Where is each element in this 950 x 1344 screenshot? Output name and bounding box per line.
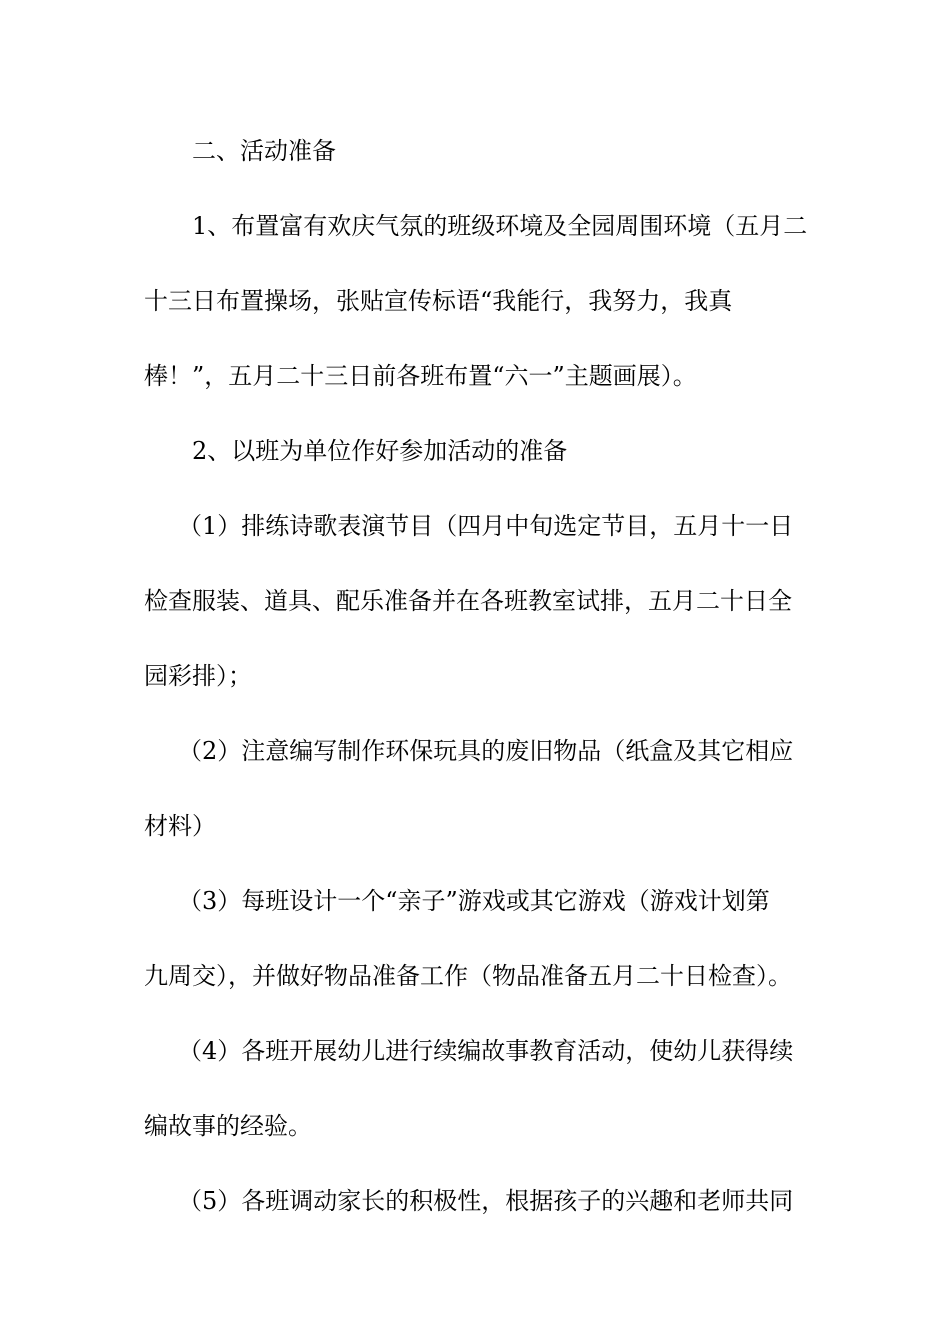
paragraph-line: （5）各班调动家长的积极性，根据孩子的兴趣和老师共同 bbox=[178, 1187, 794, 1215]
paragraph-line: 棒！”，五月二十三日前各班布置“六一”主题画展）。 bbox=[144, 362, 697, 390]
paragraph-line: （3）每班设计一个“亲子”游戏或其它游戏（游戏计划第 bbox=[178, 887, 770, 915]
paragraph-line: （4）各班开展幼儿进行续编故事教育活动，使幼儿获得续 bbox=[178, 1037, 794, 1065]
paragraph-line: 材料） bbox=[144, 812, 216, 840]
section-heading: 二、活动准备 bbox=[192, 137, 336, 165]
paragraph-line: 1、布置富有欢庆气氛的班级环境及全园周围环境（五月二 bbox=[192, 212, 808, 240]
paragraph-line: 2、以班为单位作好参加活动的准备 bbox=[192, 437, 568, 465]
paragraph-line: （2）注意编写制作环保玩具的废旧物品（纸盒及其它相应 bbox=[178, 737, 794, 765]
paragraph-line: 园彩排）； bbox=[144, 662, 252, 690]
paragraph-line: 十三日布置操场，张贴宣传标语“我能行，我努力，我真 bbox=[144, 287, 733, 315]
paragraph-line: 检查服装、道具、配乐准备并在各班教室试排，五月二十日全 bbox=[144, 587, 792, 615]
paragraph-line: （1）排练诗歌表演节目（四月中旬选定节目，五月十一日 bbox=[178, 512, 794, 540]
paragraph-line: 九周交），并做好物品准备工作（物品准备五月二十日检查）。 bbox=[144, 962, 792, 990]
paragraph-line: 编故事的经验。 bbox=[144, 1112, 312, 1140]
